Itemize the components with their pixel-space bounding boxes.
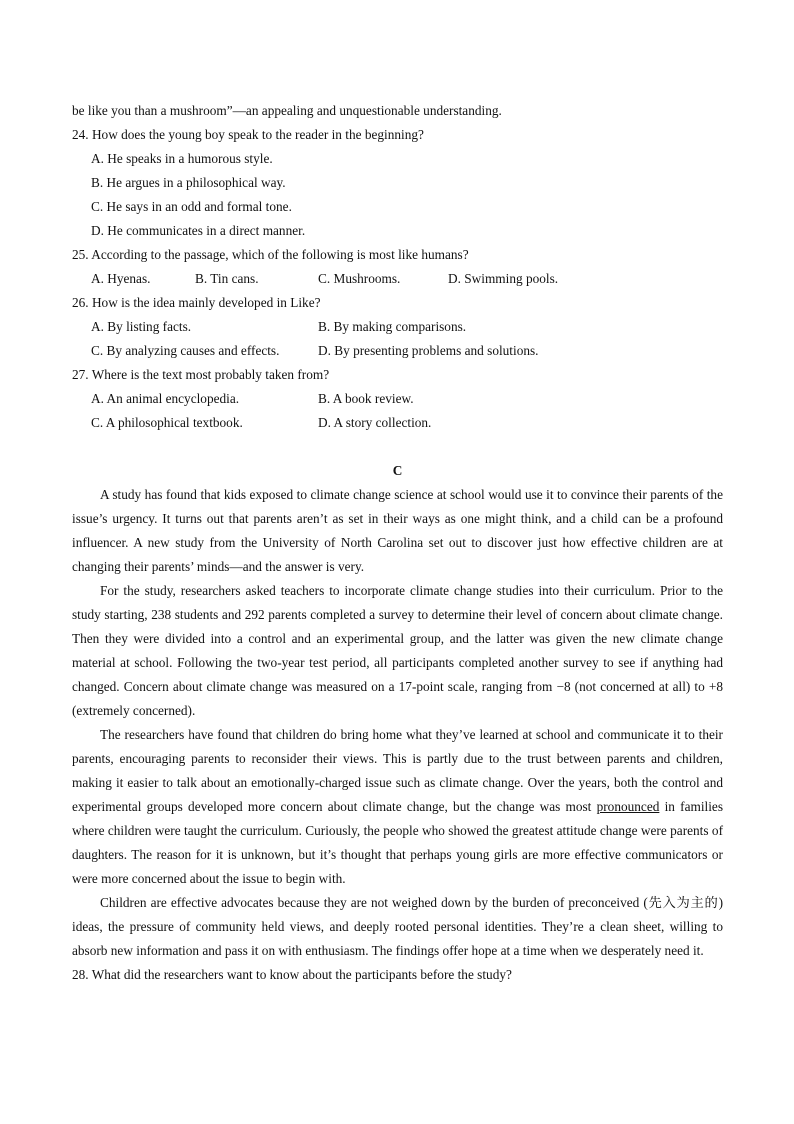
question-27 [72, 363, 723, 435]
passage-paragraph-2: For the study, researchers asked teachers to incorporate climate change studies into their curriculum. Prior to the study starting, 238 students and 292 parents completed a survey to determine their level of concern about climate change. Then they were divided into a control and an experimental group, and the latter was given the new climate change material at school. Following the two-year test period, all participants completed another survey to see if anything had changed. Concern about climate change was measured on a 17-point scale, ranging from −8 (not concerned at all) to +8 (extremely concerned). [72, 583, 723, 718]
paragraph-text: The researchers have found that children do bring home what they’ve learned at school and communicate it to their parents, encouraging parents to reconsider their views. This is partly due to the trust between parents and children, making it easier to talk about an emotionally-charged issue such as climate change. Over the years, both the control and experimental groups developed more concern about climate change, but the change was most [72, 727, 723, 814]
continued-passage-line: be like you than a mushroom”—an appealing and unquestionable understanding. [72, 103, 502, 118]
option-d: D. By presenting problems and solutions. [318, 343, 539, 358]
question-26 [72, 291, 723, 363]
question-28-stem: 28. What did the researchers want to know about the participants before the study? [72, 967, 512, 982]
option-c: C. Mushrooms. [318, 271, 401, 286]
option-a: A. He speaks in a humorous style. [91, 151, 273, 166]
option-a: A. By listing facts. [91, 319, 192, 334]
paragraph-text: in families where children were taught the curriculum. Curiously, the people who showed the greatest attitude change were parents of daughters. The reason for it is unknown, but it’s thought that perhaps young girls are more effective communicators or were more concerned about the issue to begin with. [72, 799, 723, 886]
options-row [72, 339, 723, 363]
option-c: C. By analyzing causes and effects. [91, 343, 280, 358]
option-c: C. He says in an odd and formal tone. [91, 199, 292, 214]
section-title: C [392, 463, 403, 478]
option-b: B. By making comparisons. [318, 319, 467, 334]
underlined-word: pronounced [596, 799, 660, 814]
option-b: B. A book review. [318, 391, 414, 406]
options-row [72, 267, 723, 291]
option-a: A. An animal encyclopedia. [91, 391, 240, 406]
question-stem: 27. Where is the text most probably taken from? [72, 367, 330, 382]
options-row [72, 387, 723, 411]
option-a: A. Hyenas. [91, 271, 151, 286]
section-c [72, 459, 723, 963]
options-row [72, 411, 723, 435]
question-25 [72, 243, 723, 291]
options-row [72, 315, 723, 339]
option-d: D. He communicates in a direct manner. [91, 223, 306, 238]
question-24 [72, 123, 723, 243]
option-b: B. He argues in a philosophical way. [91, 175, 286, 190]
question-stem: 25. According to the passage, which of the following is most like humans? [72, 247, 469, 262]
option-c: C. A philosophical textbook. [91, 415, 243, 430]
option-d: D. A story collection. [318, 415, 432, 430]
option-d: D. Swimming pools. [448, 271, 559, 286]
passage-paragraph-4: Children are effective advocates because they are not weighed down by the burden of preconceived (先入为主的) ideas, the pressure of community held views, and deeply rooted personal identities. They’re a clean sheet, willing to absorb new information and pass it on with enthusiasm. The findings offer hope at a time when we desperately need it. [72, 895, 723, 958]
exam-page [72, 99, 723, 987]
question-stem: 26. How is the idea mainly developed in Like? [72, 295, 321, 310]
option-b: B. Tin cans. [195, 271, 259, 286]
question-stem: 24. How does the young boy speak to the reader in the beginning? [72, 127, 424, 142]
passage-paragraph-1: A study has found that kids exposed to climate change science at school would use it to convince their parents of the issue’s urgency. It turns out that parents aren’t as set in their ways as one might think, and a child can be a profound influencer. A new study from the University of North Carolina set out to discover just how effective children are at changing their parents’ minds—and the answer is very. [72, 487, 723, 574]
passage-paragraph-3 [72, 723, 723, 891]
